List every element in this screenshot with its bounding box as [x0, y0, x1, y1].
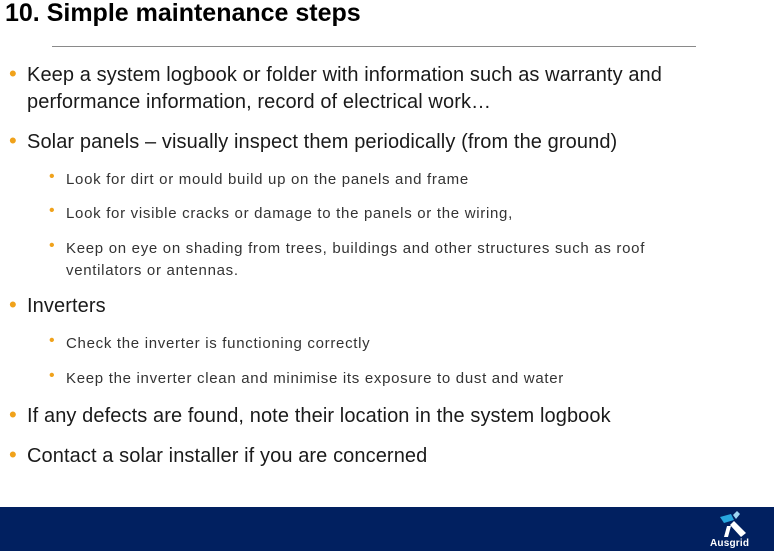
bullet-text: Look for dirt or mould build up on the panels and frame [66, 171, 469, 188]
sub-bullet-item [49, 332, 706, 355]
title-divider [52, 46, 696, 47]
ausgrid-logo [710, 511, 756, 551]
ausgrid-logo-text: Ausgrid [710, 538, 750, 549]
bullet-dot-icon: • [9, 128, 17, 153]
sub-bullet-item [49, 202, 706, 225]
bullet-item [9, 128, 707, 156]
bullet-text: Keep on eye on shading from trees, buildings and other structures such as roof ventilators or antennas. [66, 240, 646, 279]
sub-bullet-item [49, 367, 706, 390]
bullet-item [9, 292, 707, 320]
bullet-dot-icon: • [9, 402, 17, 427]
bullet-dot-icon: • [49, 168, 56, 185]
bullet-dot-icon: • [49, 237, 56, 254]
bullet-item [9, 402, 707, 430]
bullet-dot-icon: • [49, 332, 56, 349]
bullet-text: Inverters [27, 295, 106, 317]
bullet-item [9, 442, 707, 470]
bullet-text: Keep the inverter clean and minimise its exposure to dust and water [66, 370, 564, 387]
bullet-dot-icon: • [49, 367, 56, 384]
bullet-dot-icon: • [49, 202, 56, 219]
bullet-text: If any defects are found, note their location in the system logbook [27, 405, 611, 427]
bullet-dot-icon: • [9, 61, 17, 86]
sub-bullet-item [49, 168, 706, 191]
bullet-text: Solar panels – visually inspect them periodically (from the ground) [27, 131, 618, 153]
bullet-text: Keep a system logbook or folder with information such as warranty and performance information, record of electrical work… [27, 64, 662, 113]
bullet-dot-icon: • [9, 292, 17, 317]
bullet-item [9, 61, 707, 116]
sub-bullet-item [49, 237, 706, 282]
bullet-dot-icon: • [9, 442, 17, 467]
bullet-text: Look for visible cracks or damage to the panels or the wiring, [66, 205, 513, 222]
ausgrid-logo-mark-icon [718, 511, 748, 539]
bullet-text: Check the inverter is functioning correctly [66, 335, 371, 352]
footer-band [0, 507, 774, 551]
slide-title: 10. Simple maintenance steps [5, 0, 361, 27]
bullet-text: Contact a solar installer if you are concerned [27, 445, 428, 467]
